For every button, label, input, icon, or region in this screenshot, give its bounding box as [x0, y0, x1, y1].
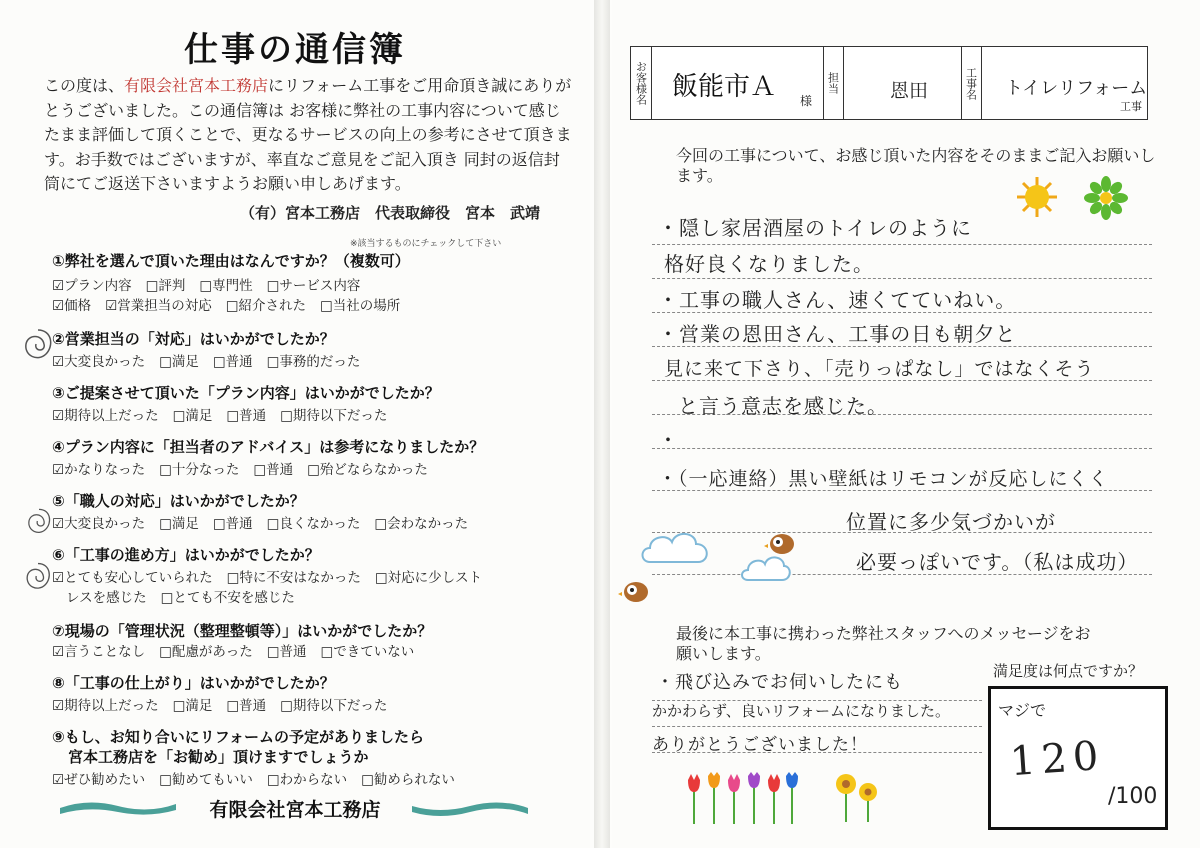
option[interactable]: □評判	[145, 278, 186, 294]
option[interactable]: □特に不安はなかった	[226, 570, 361, 586]
option[interactable]: □勧めてもいい	[159, 772, 253, 788]
option[interactable]: □配慮があった	[159, 644, 253, 660]
score-note: マジで	[998, 701, 1047, 720]
score-max: /100	[1108, 784, 1158, 809]
comment-line-7: ・	[658, 428, 679, 452]
intro-company: 有限会社宮本工務店	[124, 76, 269, 95]
comment-line-10: 必要っぽいです。（私は成功）	[856, 550, 1139, 574]
question-6-options-row-2	[66, 586, 309, 606]
option[interactable]: □満足	[172, 698, 213, 714]
bird-icon	[618, 576, 654, 606]
option[interactable]: ☑営業担当の対応	[105, 298, 212, 314]
satisfaction-question: 満足度は何点ですか？	[993, 662, 1144, 680]
option[interactable]: ☑価格	[52, 298, 92, 314]
option[interactable]: □対応に少しスト	[374, 570, 483, 586]
option[interactable]: ☑期待以上だった	[52, 408, 159, 424]
option[interactable]: □当社の場所	[319, 298, 401, 314]
question-7: ⑦現場の「管理状況（整理整頓等）」はいかがでしたか？	[52, 622, 433, 640]
option[interactable]: □普通	[226, 408, 267, 424]
question-1-options-row-2	[52, 294, 414, 314]
option[interactable]: □サービス内容	[266, 278, 361, 294]
staff-name: 恩田	[890, 80, 929, 102]
message-line-3: ありがとうございました！	[652, 735, 868, 755]
question-9-options	[52, 768, 469, 788]
question-8-options	[52, 694, 401, 714]
question-7-options	[52, 640, 428, 660]
sun-icon	[1016, 176, 1058, 218]
intro-part-1: この度は、	[44, 76, 125, 95]
flower-icon	[1084, 176, 1128, 220]
comment-line-4: ・営業の恩田さん、工事の日も朝夕と	[658, 322, 1017, 346]
option[interactable]: ☑期待以上だった	[52, 698, 159, 714]
option[interactable]: ☑プラン内容	[52, 278, 132, 294]
message-line-1: ・飛び込みでお伺いしたにも	[656, 672, 903, 693]
tulips-icon	[684, 772, 800, 824]
hand-mark-icon	[22, 506, 56, 536]
question-4: ④プラン内容に「担当者のアドバイス」は参考になりましたか？	[52, 438, 485, 456]
footer-company: 有限会社宮本工務店	[209, 799, 381, 821]
question-2-options	[52, 350, 374, 370]
option[interactable]: □わからない	[266, 772, 348, 788]
message-line-2: かかわらず、良いリフォームになりました。	[652, 702, 951, 720]
question-5-options	[52, 512, 482, 532]
option[interactable]: ☑言うことなし	[52, 644, 146, 660]
comment-line-1: ・隠し家居酒屋のトイレのように	[658, 216, 972, 240]
comment-line-9: 位置に多少気づかいが	[846, 510, 1056, 534]
option[interactable]: □満足	[159, 516, 199, 532]
signature-line: （有）宮本工務店 代表取締役 宮本 武靖	[240, 204, 541, 222]
question-2: ②営業担当の「対応」はいかがでしたか？	[52, 330, 335, 348]
option[interactable]: □満足	[172, 408, 213, 424]
option[interactable]: □普通	[253, 462, 294, 478]
question-8: ⑧「工事の仕上がり」はいかがでしたか？	[52, 674, 335, 692]
option[interactable]: ☑かなりなった	[52, 462, 146, 478]
option[interactable]: □勧められない	[361, 772, 455, 788]
question-6: ⑥「工事の進め方」はいかがでしたか？	[52, 546, 320, 564]
option[interactable]: □殆どならなかった	[307, 462, 428, 478]
option[interactable]: □期待以下だった	[280, 698, 388, 714]
question-4-options	[52, 458, 442, 478]
sunflowers-icon	[832, 770, 882, 822]
comment-line-3: ・工事の職人さん、速くてていねい。	[658, 288, 1017, 312]
work-label: 工事名	[961, 47, 982, 119]
option[interactable]: □普通	[266, 644, 307, 660]
option[interactable]: □普通	[212, 354, 253, 370]
left-page	[0, 0, 590, 848]
work-suffix: 工事	[1120, 100, 1142, 113]
option[interactable]: ☑ぜひ勧めたい	[52, 772, 146, 788]
question-9-line-2: 宮本工務店を「お勧め」頂けますでしょうか	[68, 748, 369, 766]
option[interactable]: □良くなかった	[266, 516, 361, 532]
option[interactable]: □期待以下だった	[280, 408, 388, 424]
option-continued: レスを感じた	[66, 590, 147, 606]
question-3-options	[52, 404, 401, 424]
staff-label: 担当	[823, 47, 844, 119]
option[interactable]: □会わなかった	[374, 516, 469, 532]
work-name: トイレリフォーム	[1005, 78, 1148, 99]
comment-line-6: と言う意志を感じた。	[678, 394, 888, 418]
comment-line-5: 見に来て下さり、「売りっぱなし」ではなくそう	[664, 358, 1095, 380]
question-5: ⑤「職人の対応」はいかがでしたか？	[52, 492, 305, 510]
comment-line-8: ・（一応連絡）黒い壁紙はリモコンが反応しにくく	[658, 468, 1109, 490]
question-9: ⑨もし、お知り合いにリフォームの予定がありましたら	[52, 728, 424, 746]
page-fold	[594, 0, 610, 848]
comment-prompt: 今回の工事について、お感じ頂いた内容をそのままご記入お願いします。	[676, 146, 1156, 185]
score-value: 120	[1008, 732, 1106, 786]
customer-name: 飯能市Ａ	[672, 72, 777, 102]
message-prompt: 最後に本工事に携わった弊社スタッフへのメッセージをお願いします。	[676, 624, 1091, 663]
option[interactable]: □できていない	[320, 644, 415, 660]
hand-mark-icon	[18, 326, 58, 362]
question-1: ①弊社を選んで頂いた理由はなんですか？（複数可）	[52, 252, 410, 270]
option[interactable]: ☑大変良かった	[52, 516, 146, 532]
bird-icon	[764, 528, 800, 558]
option[interactable]: □専門性	[199, 278, 253, 294]
hand-mark-icon	[20, 560, 56, 592]
option[interactable]: □事務的だった	[266, 354, 361, 370]
intro-text	[44, 74, 574, 197]
option[interactable]: □十分なった	[159, 462, 240, 478]
option[interactable]: □満足	[159, 354, 199, 370]
option[interactable]: □普通	[212, 516, 253, 532]
customer-label: お客様名	[631, 47, 652, 119]
comment-line-2: 格好良くなりました。	[664, 252, 874, 276]
option[interactable]: □紹介された	[225, 298, 306, 314]
cloud-icon	[638, 524, 714, 568]
wave-decoration-right	[410, 796, 530, 818]
honorific: 様	[800, 94, 813, 108]
option[interactable]: ☑大変良かった	[52, 354, 146, 370]
page-title: 仕事の通信簿	[184, 30, 406, 70]
question-3: ③ご提案させて頂いた「プラン内容」はいかがでしたか？	[52, 384, 440, 402]
option[interactable]: □とても不安を感じた	[160, 590, 295, 606]
check-note: ※該当するものにチェックして下さい	[350, 239, 502, 249]
intro-part-2: にリフォーム工事をご用命頂き誠にありがとうございました。この通信簿は お客様に弊社の工事内容について感じたまま評価して頂くことで、更なるサービスの向上の参考にさせて頂きます。お手数ではございますが、率直なご意見をご記入頂き 同封の返信封筒にてご返送下さいますようお願い申しあげます。	[44, 76, 572, 193]
question-6-options-row-1	[52, 566, 496, 586]
option[interactable]: □普通	[226, 698, 267, 714]
option[interactable]: ☑とても安心していられた	[52, 570, 213, 586]
question-1-options-row-1	[52, 274, 374, 294]
